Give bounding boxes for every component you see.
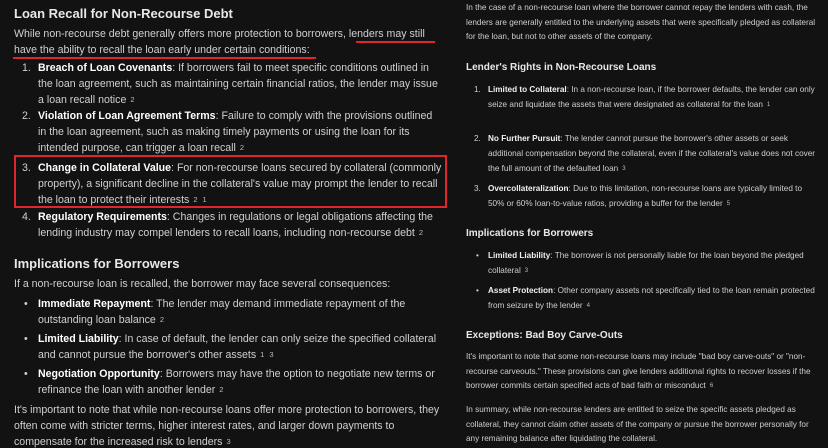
citation-badge[interactable]: 3 [524,268,529,274]
citation-badge[interactable]: 2 [159,315,164,324]
intro-highlight: lenders may still have the ability to recall the loan early under certain conditions [14,28,425,56]
heading-bad-boy-carveouts: Exceptions: Bad Boy Carve-Outs [466,330,623,341]
item-term: Regulatory Requirements [38,211,167,223]
citation-badge[interactable]: 4 [586,303,590,309]
bullet-term: Limited Liability [488,251,551,260]
citation-badge[interactable]: 2 [219,385,224,394]
citation-badge[interactable]: 2 [130,95,135,104]
item-term: Change in Collateral Value [38,162,172,174]
heading-loan-recall: Loan Recall for Non-Recourse Debt [14,6,233,21]
bullet-term: Negotiation Opportunity [38,368,160,380]
item-text: : Due to this limitation, non-recourse loans are typically limited to 50% or 60% loan-to-value ratios, providing a buffer for the lender [488,184,802,208]
item-text: : The lender cannot pursue the borrower's other assets or seek additional compensation beyond the collateral, even if the collateral's value does not cover the full amount of the defaulted loan [488,134,815,173]
highlight-underline [356,41,435,43]
implications-intro: If a non-recourse loan is recalled, the borrower may face several consequences: [14,278,391,290]
summary-paragraph: In summary, while non-recourse lenders are entitled to seize the specific assets pledged as collateral, they cannot claim other assets of the company or pursue the borrower personally for any remaining balance after liquidating the collateral. [466,405,809,443]
right-intro-paragraph: In the case of a non-recourse loan where the borrower cannot repay the lenders with cash, the lenders are generally entitled to the underlying assets that were specifically pledged as collateral for the loan, but not to other assets of the company. [466,3,816,41]
item-term: No Further Pursuit [488,134,561,143]
heading-right-implications: Implications for Borrowers [466,228,594,239]
heading-lenders-rights: Lender's Rights in Non-Recourse Loans [466,62,657,73]
right-answer-panel [452,0,828,448]
intro-text: While non-recourse debt generally offers more protection to borrowers, [14,28,349,40]
item-number: 4. [22,211,31,223]
item-term: Breach of Loan Covenants [38,62,173,74]
item-number: 3. [474,184,481,193]
closing-paragraph [14,402,444,448]
item-number: 1. [474,85,481,94]
bullet-dot: • [476,286,479,295]
item-term: Overcollateralization [488,184,569,193]
intro-end: : [306,44,310,56]
citation-badge[interactable]: 2 [418,228,424,237]
citation-badge[interactable]: 5 [726,201,731,207]
item-number: 3. [22,162,31,174]
citation-badge[interactable]: 1 [260,350,265,359]
bullet-text: : The lender may demand immediate repayment of the outstanding loan balance [38,298,406,326]
carveouts-paragraph [466,350,818,394]
item-text: : Changes in regulations or legal obligations affecting the lending industry may compel lenders to recall loans, including non-recourse debt [38,211,433,239]
citation-badge[interactable]: 3 [226,437,231,446]
item-term: Violation of Loan Agreement Terms [38,110,216,122]
bullet-dot: • [476,251,479,260]
item-number: 2. [22,110,31,122]
highlight-underline [13,57,316,59]
item-number: 2. [474,134,481,143]
item-text: : For non-recourse loans secured by collateral (commonly property), a significant decline in the collateral's value may prompt the lender to recall the loan to protect their interests [38,162,442,206]
heading-implications: Implications for Borrowers [14,256,180,271]
bullet-dot: • [24,368,28,380]
citation-badge[interactable]: 2 [239,143,245,152]
bullet-text: : Borrowers may have the option to negotiate new terms or refinance the loan with another lender [38,368,435,396]
citation-badge[interactable]: 1 [202,195,207,204]
item-text: : If borrowers fail to meet specific conditions outlined in the loan agreement, such as maintaining certain financial ratios, the lender may issue a loan recall notice [38,62,438,106]
bullet-term: Limited Liability [38,333,119,345]
bullet-dot: • [24,298,28,310]
bullet-text: : In case of default, the lender can only seize the specified collateral and cannot pursue the borrower's other assets [38,333,437,361]
citation-badge[interactable]: 1 [766,102,771,108]
closing-text: It's important to note that while non-recourse loans offer more protection to borrowers, they often come with stricter terms, higher interest rates, and larger down payments to compensate for the increased risk to lenders [14,404,440,448]
bullet-text: : The borrower is not personally liable for the loan beyond the pledged collateral [488,251,804,275]
citation-badge[interactable]: 6 [709,383,714,389]
item-text: : In a non-recourse loan, if the borrower defaults, the lender can only seize and liquidate the assets that were designated as collateral for the loan [488,85,815,109]
citation-badge[interactable]: 2 [193,195,198,204]
citation-badge[interactable]: 3 [622,166,626,172]
bullet-dot: • [24,333,28,345]
bullet-term: Asset Protection [488,286,554,295]
citation-badge[interactable]: 3 [269,350,274,359]
item-text: : Failure to comply with the provisions outlined in the loan agreement, such as making timely payments or using the loan for its intended purpose, can trigger a loan recall [38,110,433,154]
item-number: 1. [22,62,31,74]
carveouts-text: It's important to note that some non-recourse loans may include "bad boy carve-outs" or "non-recourse carveouts." These provisions can give lenders additional rights to recover losses if the borrower commits certain specified acts of bad faith or misconduct [466,352,811,390]
bullet-term: Immediate Repayment [38,298,151,310]
item-term: Limited to Collateral [488,85,567,94]
bullet-text: : Other company assets not specifically tied to the loan remain protected from seizure by the lender [488,286,815,310]
